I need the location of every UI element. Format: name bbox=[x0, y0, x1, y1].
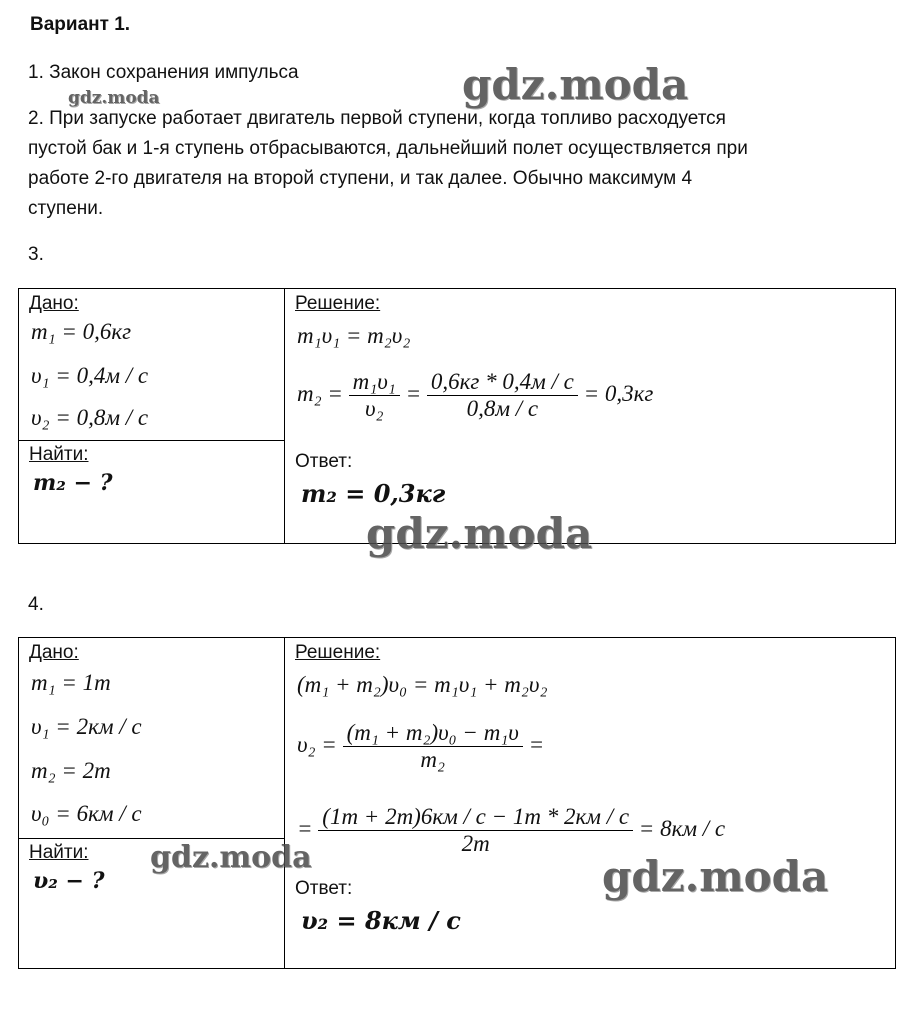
table-divider bbox=[284, 638, 285, 968]
fraction-denominator: 0,8м / с bbox=[427, 395, 578, 422]
answer-2-line: пустой бак и 1-я ступень отбрасываются, дальнейший полет осуществляется при bbox=[28, 138, 748, 159]
equation bbox=[297, 804, 725, 857]
fraction-numerator: m₁υ₁ bbox=[352, 369, 396, 394]
watermark: gdz.moda bbox=[462, 60, 689, 109]
answer-value: υ₂ = 8км / с bbox=[301, 906, 461, 935]
answer-value: m₂ = 0,3кг bbox=[301, 479, 446, 508]
given-label: Дано: bbox=[29, 642, 79, 663]
table-divider bbox=[284, 289, 285, 543]
solution-label: Решение: bbox=[295, 642, 381, 663]
given-item: υ₁ = 2км / с bbox=[31, 714, 142, 739]
find-label: Найти: bbox=[29, 444, 89, 465]
task-4-table bbox=[18, 637, 896, 969]
answer-1: 1. Закон сохранения импульса bbox=[28, 62, 299, 83]
task-4-number: 4. bbox=[28, 594, 44, 615]
answer-label: Ответ: bbox=[295, 878, 353, 899]
answer-2-line: 2. При запуске работает двигатель первой ступени, когда топливо расходуется bbox=[28, 108, 726, 129]
table-divider bbox=[19, 440, 284, 441]
fraction-denominator: 2т bbox=[318, 830, 633, 857]
given-item: υ₁ = 0,4м / с bbox=[31, 363, 149, 388]
equation bbox=[297, 369, 653, 422]
fraction-numerator: 0,6кг * 0,4м / с bbox=[430, 369, 574, 394]
given-item: υ₀ = 6км / с bbox=[31, 801, 142, 826]
watermark: gdz.moda bbox=[68, 88, 160, 108]
equation: m₁υ₁ = m₂υ₂ bbox=[297, 323, 411, 348]
equation-part: = 0,3кг bbox=[583, 380, 654, 406]
equation-part: = 8км / с bbox=[638, 815, 726, 841]
given-item: m₁ = 1т bbox=[31, 670, 111, 695]
given-label: Дано: bbox=[29, 293, 79, 314]
page-title: Вариант 1. bbox=[30, 14, 131, 35]
find-item: m₂ − ? bbox=[33, 470, 113, 496]
answer-2-line: ступени. bbox=[28, 198, 104, 219]
fraction bbox=[349, 369, 400, 422]
answer-2 bbox=[28, 104, 888, 224]
equation-part: = bbox=[528, 731, 545, 757]
find-label: Найти: bbox=[29, 842, 89, 863]
equation-part: = bbox=[405, 380, 422, 406]
equation: (m₁ + m₂)υ₀ = m₁υ₁ + m₂υ₂ bbox=[297, 672, 548, 697]
given-item: υ₂ = 0,8м / с bbox=[31, 405, 149, 430]
solution-label: Решение: bbox=[295, 293, 381, 314]
watermark: gdz.moda bbox=[150, 840, 312, 875]
fraction-numerator: (m₁ + m₂)υ₀ − m₁υ bbox=[346, 720, 519, 745]
task-3-table bbox=[18, 288, 896, 544]
fraction-denominator: υ₂ bbox=[349, 395, 400, 422]
fraction-denominator: m₂ bbox=[343, 746, 523, 773]
table-divider bbox=[19, 838, 284, 839]
given-item: m₁ = 0,6кг bbox=[31, 319, 132, 344]
answer-label: Ответ: bbox=[295, 451, 353, 472]
task-3-number: 3. bbox=[28, 244, 44, 265]
answer-2-line: работе 2-го двигателя на второй ступени, и так далее. Обычно максимум 4 bbox=[28, 168, 693, 189]
fraction bbox=[427, 369, 578, 422]
given-item: m₂ = 2т bbox=[31, 758, 111, 783]
equation-part: υ₂ = bbox=[297, 731, 337, 757]
equation-part: = bbox=[297, 815, 313, 841]
fraction-numerator: (1т + 2т)6км / с − 1т * 2км / с bbox=[322, 804, 630, 829]
equation bbox=[297, 720, 544, 773]
watermark: gdz.moda bbox=[366, 509, 593, 558]
fraction bbox=[318, 804, 633, 857]
fraction bbox=[343, 720, 523, 773]
watermark: gdz.moda bbox=[602, 852, 829, 901]
find-item: υ₂ − ? bbox=[33, 868, 105, 894]
equation-part: m₂ = bbox=[297, 380, 343, 406]
